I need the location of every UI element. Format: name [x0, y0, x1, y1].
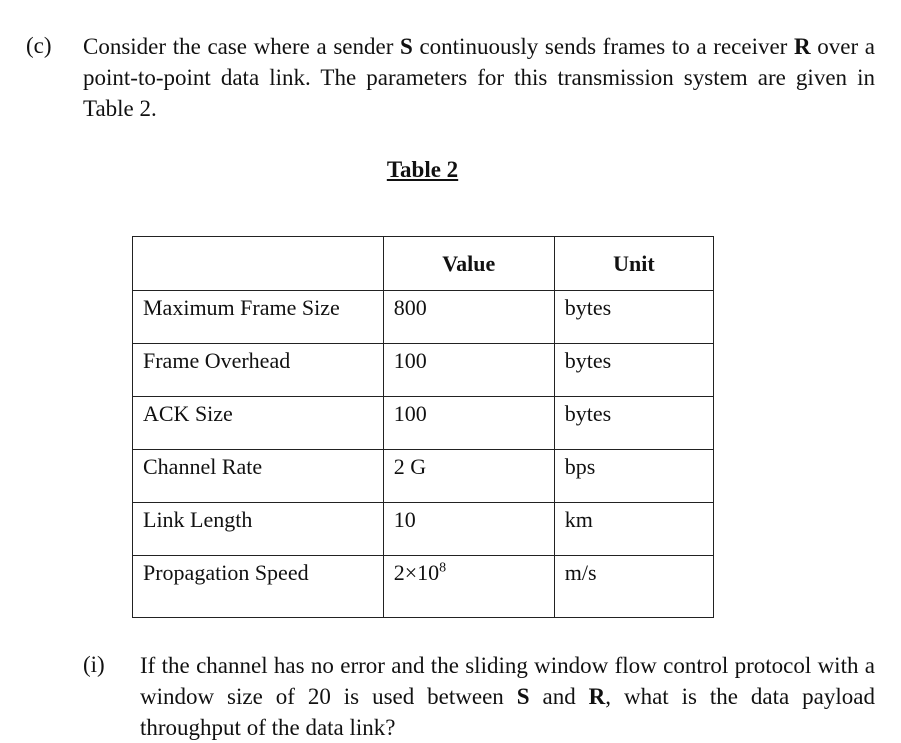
receiver-r: R: [793, 34, 811, 59]
sender-s: S: [400, 34, 413, 59]
table-row: [133, 503, 714, 556]
table-row: [133, 556, 714, 618]
table-row: [133, 291, 714, 344]
param-name: Frame Overhead: [133, 344, 384, 397]
header-unit: Unit: [554, 237, 713, 291]
param-value: $2\times 10^8$: [383, 556, 554, 618]
table-row: [133, 450, 714, 503]
table-header-row: [133, 237, 714, 291]
part-i-label: (i): [83, 652, 105, 677]
param-name: Maximum Frame Size: [133, 291, 384, 344]
param-unit: bps: [554, 450, 713, 503]
param-unit: bytes: [554, 397, 713, 450]
table-row: [133, 344, 714, 397]
table-row: [133, 397, 714, 450]
param-name: Propagation Speed: [133, 556, 384, 618]
param-name: Link Length: [133, 503, 384, 556]
part-c-paragraph: Consider the case where a sender S continuously sends frames to a receiver R over a point-to-point data link. The parameters for this transmission system are given in Table 2.: [83, 34, 875, 121]
receiver-r: R: [588, 684, 606, 709]
param-value: 100: [383, 344, 554, 397]
param-value: 100: [383, 397, 554, 450]
part-c-label: (c): [26, 33, 52, 58]
table-caption: Table 2: [386, 157, 459, 182]
exponent: 8: [439, 560, 447, 576]
param-unit: bytes: [554, 291, 713, 344]
header-value: Value: [383, 237, 554, 291]
param-name: Channel Rate: [133, 450, 384, 503]
param-unit: bytes: [554, 344, 713, 397]
param-value: 10: [383, 503, 554, 556]
parameters-table: [132, 236, 714, 618]
part-i-paragraph: If the channel has no error and the sliding window flow control protocol with a window size of 20 is used between S and R, what is the data payload throughput of the data link?: [140, 653, 875, 740]
param-unit: km: [554, 503, 713, 556]
header-parameter: [133, 237, 384, 291]
param-value: 800: [383, 291, 554, 344]
param-value: 2 G: [383, 450, 554, 503]
param-name: ACK Size: [133, 397, 384, 450]
param-unit: m/s: [554, 556, 713, 618]
sender-s: S: [516, 684, 530, 709]
